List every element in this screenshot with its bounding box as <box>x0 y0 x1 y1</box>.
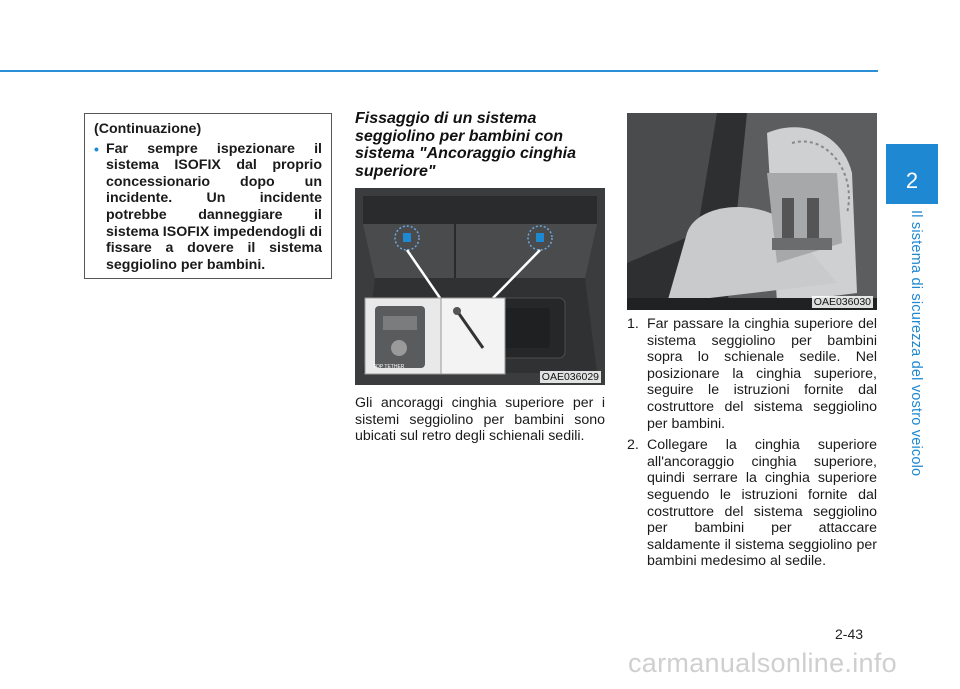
figure1-code: OAE036029 <box>541 371 599 383</box>
section-paragraph: Gli ancoraggi cinghia superiore per i sistemi seggiolino per bambini sono ubicati sul retro degli schienali sedili. <box>355 395 605 445</box>
top-tether-label: TOP TETHER <box>373 364 405 370</box>
warning-heading: (Continuazione) <box>94 121 202 137</box>
step-text: Collegare la cinghia superiore all'ancoraggio cinghia superiore, quindi serrare la cinghia superiore seguendo le istruzioni fornite dal costruttore del sistema seggiolino per bambini per attaccare saldamente il sistema seggiolino per bambini medesimo al sedile. <box>647 437 877 570</box>
chapter-title: Il sistema di sicurezza del vostro veicolo <box>908 210 924 477</box>
bullet-icon: • <box>94 140 99 157</box>
step-number: 1. <box>627 316 639 332</box>
instruction-steps <box>627 316 877 575</box>
child-seat-illustration <box>627 113 877 310</box>
chapter-tab <box>886 144 938 204</box>
header-rule <box>0 70 878 72</box>
warning-text: Far sempre ispezionare il sistema ISOFIX dal proprio concessionario dopo un incidente. Un incidente potrebbe danneggiare il sistema ISOFIX impedendogli di fissare a dovere il sistema seggiolino per bambini. <box>106 140 323 273</box>
step-number: 2. <box>627 437 639 454</box>
figure2-code: OAE036030 <box>813 296 871 308</box>
step-item <box>627 437 877 570</box>
watermark: carmanualsonline.info <box>628 648 897 678</box>
figure-child-seat <box>627 113 877 310</box>
chapter-number: 2 <box>905 168 919 193</box>
page-number: 2-43 <box>835 626 864 642</box>
section-title: Fissaggio di un sistema seggiolino per bambini con sistema "Ancoraggio cinghia superiore" <box>355 110 576 180</box>
warning-box <box>84 113 332 279</box>
trunk-illustration <box>355 188 605 385</box>
warning-bullet <box>94 141 322 274</box>
step-text: Far passare la cinghia superiore del sistema seggiolino per bambini sopra lo schienale sedile. Nel posizionare la cinghia superiore, seguire le istruzioni fornite dal costruttore del sistema seggiolino per bambini. <box>647 316 877 432</box>
step-item <box>627 316 877 432</box>
figure-trunk-anchors <box>355 188 605 385</box>
